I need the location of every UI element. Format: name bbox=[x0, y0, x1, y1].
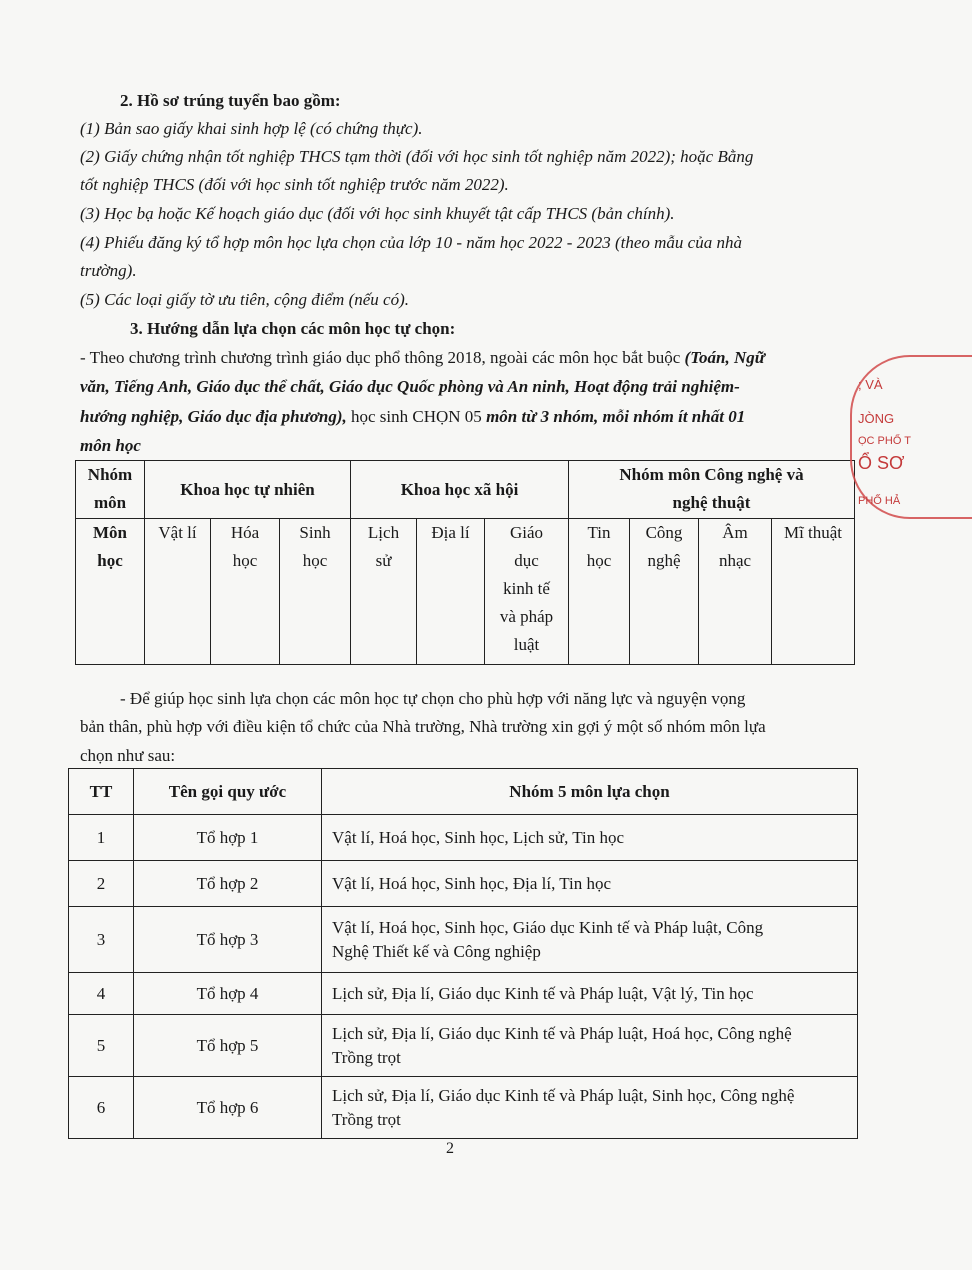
table-row bbox=[76, 519, 855, 665]
cell-line: nghệ bbox=[647, 551, 681, 570]
section3-para1-line4: môn học bbox=[80, 436, 141, 455]
text-span-bold-italic: hướng nghiệp, Giáo dục địa phương), bbox=[80, 407, 347, 426]
cell-line: Vật lí, Hoá học, Sinh học, Giáo dục Kinh tế và Pháp luật, Công bbox=[332, 917, 764, 937]
text-span-bold-italic: (Toán, Ngữ bbox=[684, 348, 765, 367]
subject-cell-informatics bbox=[569, 519, 630, 665]
text-span-bold-italic: môn từ 3 nhóm, mỗi nhóm ít nhất 01 bbox=[486, 407, 746, 426]
subject-table bbox=[75, 460, 855, 665]
table-row bbox=[69, 769, 858, 815]
section2-item-4-cont: trường). bbox=[80, 261, 137, 280]
page-number: 2 bbox=[446, 1140, 454, 1157]
cell-line: dục bbox=[514, 551, 539, 570]
cell-line: Vật lí, Hoá học, Sinh học, Địa lí, Tin học bbox=[332, 873, 612, 893]
row-subjects bbox=[322, 1077, 858, 1139]
cell-line: Địa lí bbox=[431, 523, 470, 542]
cell-line: Giáo bbox=[509, 523, 544, 542]
text-span: - Theo chương trình chương trình giáo dục phổ thông 2018, ngoài các môn học bắt buộc bbox=[80, 348, 685, 367]
stamp-text: Ổ SƠ bbox=[858, 453, 905, 473]
row-subjects bbox=[322, 861, 858, 907]
cell-line: Mĩ thuật bbox=[783, 523, 843, 542]
cell-line: và pháp bbox=[499, 607, 554, 626]
row-subjects bbox=[322, 1015, 858, 1077]
cell-line: nhạc bbox=[718, 551, 752, 570]
section2-item-4: (4) Phiếu đăng ký tổ hợp môn học lựa chọn của lớp 10 - năm học 2022 - 2023 (theo mẫu của nhà bbox=[80, 233, 742, 252]
section2-heading: 2. Hồ sơ trúng tuyển bao gồm: bbox=[120, 91, 341, 110]
row-name: Tổ hợp 1 bbox=[134, 815, 322, 861]
cell-line: Vật lí, Hoá học, Sinh học, Lịch sử, Tin học bbox=[332, 827, 625, 847]
cell-line: học bbox=[586, 551, 612, 570]
cell-line: Lịch sử, Địa lí, Giáo dục Kinh tế và Pháp luật, Hoá học, Công nghệ bbox=[332, 1023, 792, 1043]
group-social-science bbox=[351, 461, 569, 519]
subject-cell-music bbox=[699, 519, 772, 665]
school-stamp bbox=[838, 355, 911, 515]
cell-line: Nghệ Thiết kế và Công nghiệp bbox=[332, 941, 541, 961]
cell-line: Nhóm môn Công nghệ và bbox=[619, 465, 804, 484]
cell-line: Lịch sử, Địa lí, Giáo dục Kinh tế và Pháp luật, Sinh học, Công nghệ bbox=[332, 1085, 795, 1105]
text-span: học sinh CHỌN 05 bbox=[346, 407, 487, 426]
table-row bbox=[69, 973, 858, 1015]
cell-line: Vật lí bbox=[158, 523, 197, 542]
cell-line: Âm bbox=[722, 523, 748, 542]
subject-cell-biology bbox=[280, 519, 351, 665]
cell-line: môn bbox=[93, 493, 127, 512]
section2-item-1: (1) Bản sao giấy khai sinh hợp lệ (có chứng thực). bbox=[80, 119, 423, 138]
row-name: Tổ hợp 6 bbox=[134, 1077, 322, 1139]
section2-item-3: (3) Học bạ hoặc Kế hoạch giáo dục (đối với học sinh khuyết tật cấp THCS (bản chính). bbox=[80, 204, 675, 223]
subject-cell-technology bbox=[630, 519, 699, 665]
cell-line: học bbox=[97, 551, 123, 570]
table-row bbox=[69, 815, 858, 861]
cell-line: nghệ thuật bbox=[672, 493, 751, 512]
combination-table bbox=[68, 768, 858, 1139]
row-subjects bbox=[322, 907, 858, 973]
row-tt: 1 bbox=[69, 815, 134, 861]
group-header-cell bbox=[76, 461, 145, 519]
stamp-text: PHỐ HẢ bbox=[858, 495, 901, 507]
section3-para1-line2: văn, Tiếng Anh, Giáo dục thể chất, Giáo dục Quốc phòng và An ninh, Hoạt động trải nghiệm- bbox=[80, 377, 740, 396]
table-row bbox=[69, 1015, 858, 1077]
stamp-text: ỌC PHỔ T bbox=[858, 435, 911, 447]
cell-line: Công bbox=[645, 523, 683, 542]
cell-line: Khoa học xã hội bbox=[400, 479, 519, 499]
row-subjects bbox=[322, 815, 858, 861]
subject-cell-history bbox=[351, 519, 417, 665]
section3-heading: 3. Hướng dẫn lựa chọn các môn học tự chọn: bbox=[130, 319, 456, 338]
section3-para1-line3 bbox=[80, 406, 745, 428]
cell-line: Trồng trọt bbox=[332, 1047, 401, 1067]
group-natural-science bbox=[145, 461, 351, 519]
table-row bbox=[69, 861, 858, 907]
row-subjects bbox=[322, 973, 858, 1015]
cell-line: sử bbox=[375, 551, 392, 570]
cell-line: Lịch bbox=[367, 523, 400, 542]
table-row bbox=[69, 1077, 858, 1139]
stamp-text: JÒNG bbox=[858, 411, 895, 426]
section3-para2-line2: bản thân, phù hợp với điều kiện tổ chức của Nhà trường, Nhà trường xin gợi ý một số nhóm môn lựa bbox=[80, 717, 766, 736]
cell-line: học bbox=[302, 551, 328, 570]
cell-line: học bbox=[232, 551, 258, 570]
cell-line: Sinh bbox=[299, 523, 331, 542]
section3-para2-line1: - Để giúp học sinh lựa chọn các môn học tự chọn cho phù hợp với năng lực và nguyện vọng bbox=[120, 689, 746, 708]
row-tt: 6 bbox=[69, 1077, 134, 1139]
stamp-text: ; VÀ bbox=[858, 377, 883, 392]
header-subjects: Nhóm 5 môn lựa chọn bbox=[322, 769, 858, 815]
header-tt: TT bbox=[69, 769, 134, 815]
table-row bbox=[69, 907, 858, 973]
cell-line: Nhóm bbox=[87, 465, 133, 484]
cell-line: Tin bbox=[587, 523, 611, 542]
section2-item-5: (5) Các loại giấy tờ ưu tiên, cộng điểm (nếu có). bbox=[80, 290, 409, 309]
subject-cell-fine-arts bbox=[772, 519, 855, 665]
subject-cell-physics bbox=[145, 519, 211, 665]
cell-line: luật bbox=[513, 635, 540, 654]
cell-line: Môn bbox=[93, 523, 127, 542]
row-tt: 5 bbox=[69, 1015, 134, 1077]
header-name: Tên gọi quy ước bbox=[134, 769, 322, 815]
row-name: Tổ hợp 5 bbox=[134, 1015, 322, 1077]
row-tt: 4 bbox=[69, 973, 134, 1015]
row-name: Tổ hợp 4 bbox=[134, 973, 322, 1015]
group-technology-arts bbox=[569, 461, 855, 519]
cell-line: Hóa bbox=[230, 523, 260, 542]
row-name: Tổ hợp 3 bbox=[134, 907, 322, 973]
cell-line: Lịch sử, Địa lí, Giáo dục Kinh tế và Pháp luật, Vật lý, Tin học bbox=[332, 983, 754, 1003]
subject-cell-economics-law bbox=[485, 519, 569, 665]
cell-line: kinh tế bbox=[503, 579, 550, 598]
row-tt: 3 bbox=[69, 907, 134, 973]
section3-para2-line3: chọn như sau: bbox=[80, 746, 176, 765]
section2-item-2-cont: tốt nghiệp THCS (đối với học sinh tốt nghiệp trước năm 2022). bbox=[80, 175, 509, 194]
subject-cell-chemistry bbox=[211, 519, 280, 665]
table-row bbox=[76, 461, 855, 519]
cell-line: Trồng trọt bbox=[332, 1109, 401, 1129]
subject-header-cell bbox=[76, 519, 145, 665]
row-name: Tổ hợp 2 bbox=[134, 861, 322, 907]
section3-para1-line1 bbox=[80, 347, 765, 369]
subject-cell-geography bbox=[417, 519, 485, 665]
row-tt: 2 bbox=[69, 861, 134, 907]
section2-item-2: (2) Giấy chứng nhận tốt nghiệp THCS tạm thời (đối với học sinh tốt nghiệp năm 2022); hoặc Bằng bbox=[80, 147, 754, 166]
cell-line: Khoa học tự nhiên bbox=[180, 479, 315, 499]
